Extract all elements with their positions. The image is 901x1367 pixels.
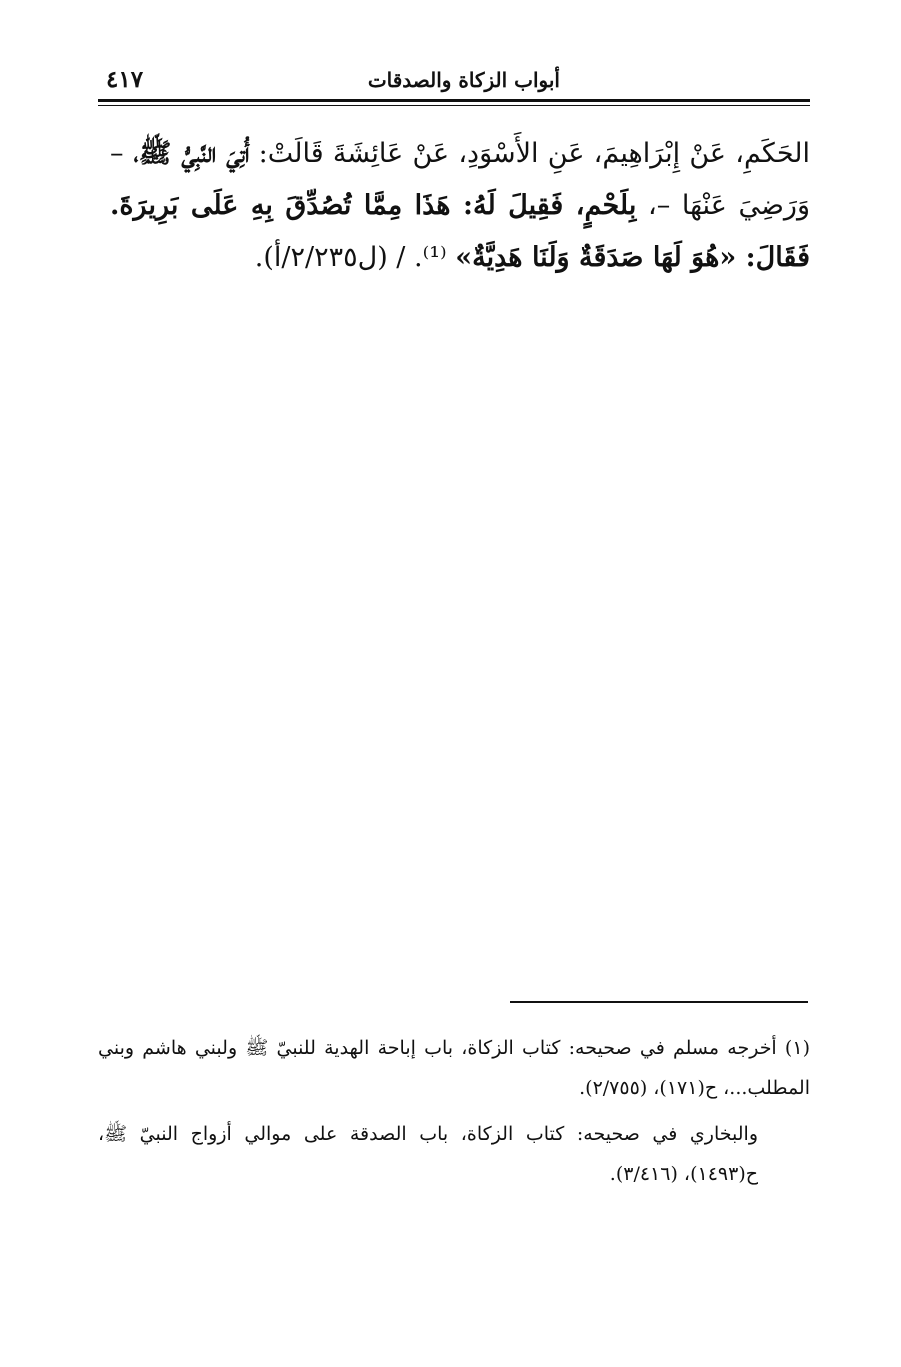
footnote-1-continued <box>98 1114 810 1194</box>
footnote-2-line-1: والبخاري في صحيحه: كتاب الزكاة، باب الصدقة على موالي أزواج النبيّ ﷺ، <box>98 1123 758 1145</box>
page-number: ٤١٧ <box>106 66 144 93</box>
footnote-1-line-1: (١) أخرجه مسلم في صحيحه: كتاب الزكاة، باب إباحة الهدية للنبيّ ﷺ ولبني هاشم وبني <box>98 1037 810 1059</box>
footnote-separator <box>510 1001 808 1003</box>
text-taraddi: – وَرَضِيَ عَنْهَا –، <box>110 138 810 221</box>
footnotes <box>98 1028 810 1200</box>
text-matn-start: أُتِيَ النَّبِيُّ ﷺ، <box>123 138 250 169</box>
main-text <box>110 128 810 284</box>
header-rule <box>98 99 810 102</box>
text-reference: ⁽¹⁾. / (ل٢/٢٣٥/أ). <box>254 242 456 273</box>
footnote-1-line-2: المطلب...، ح(١٧١)، (٢/٧٥٥). <box>579 1077 810 1099</box>
text-isnad: الحَكَمِ، عَنْ إِبْرَاهِيمَ، عَنِ الأَسْوَدِ، عَنْ عَائِشَةَ قَالَتْ: <box>249 138 810 169</box>
footnote-2-line-2: ح(١٤٩٣)، (٣/٤١٦). <box>609 1163 758 1185</box>
running-header <box>98 62 810 102</box>
header-rule-thin <box>98 105 810 106</box>
footnote-1 <box>98 1028 810 1108</box>
header-title: أبواب الزكاة والصدقات <box>367 68 560 92</box>
text-matn: بِلَحْمٍ، فَقِيلَ لَهُ: هَذَا مِمَّا تُصُدِّقَ بِهِ عَلَى بَرِيرَةَ. فَقَالَ: «هُوَ لَهَا صَدَقَةٌ وَلَنَا هَدِيَّةٌ» <box>110 190 810 273</box>
